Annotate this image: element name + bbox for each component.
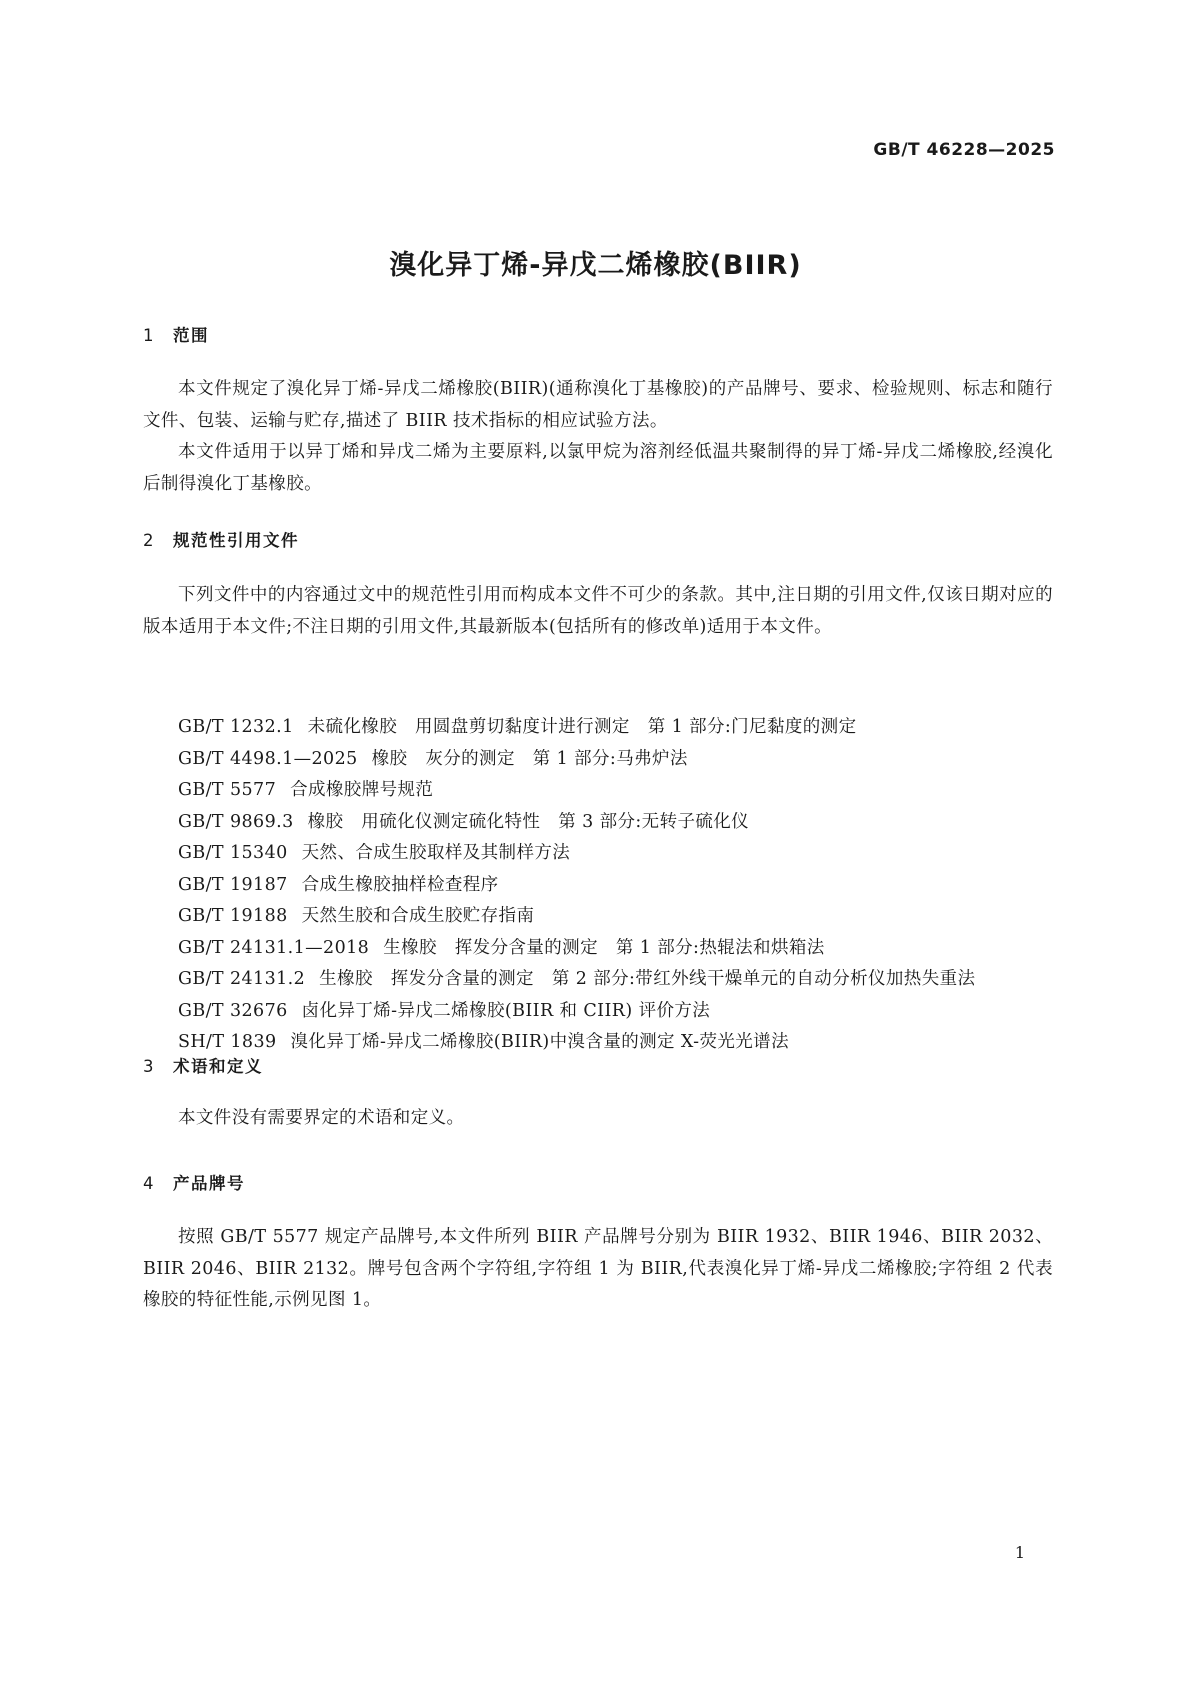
reference-code: GB/T 5577 bbox=[178, 780, 277, 800]
reference-title: 天然生胶和合成生胶贮存指南 bbox=[301, 906, 535, 926]
section-title: 范围 bbox=[173, 326, 209, 345]
section-4-paragraph: 按照 GB/T 5577 规定产品牌号,本文件所列 BIIR 产品牌号分别为 BIIR 1932、BIIR 1946、BIIR 2032、BIIR 2046、BIIR 2132。牌号包含两个字符组,字符组 1 为 BIIR,代表溴化异丁烯-异戊二烯橡胶;字符组 2 代表橡胶的特征性能,示例见图 1。 bbox=[143, 1227, 1053, 1310]
reference-item bbox=[143, 775, 1053, 807]
section-1-paragraph-1: 本文件规定了溴化异丁烯-异戊二烯橡胶(BIIR)(通称溴化丁基橡胶)的产品牌号、要求、检验规则、标志和随行文件、包装、运输与贮存,描述了 BIIR 技术指标的相应试验方法。 bbox=[143, 379, 1053, 431]
reference-title: 橡胶 灰分的测定 第 1 部分:马弗炉法 bbox=[371, 748, 688, 769]
standard-code: GB/T 46228—2025 bbox=[873, 140, 1055, 160]
reference-title: 生橡胶 挥发分含量的测定 第 2 部分:带红外线干燥单元的自动分析仪加热失重法 bbox=[319, 969, 976, 989]
reference-title: 未硫化橡胶 用圆盘剪切黏度计进行测定 第 1 部分:门尼黏度的测定 bbox=[307, 717, 857, 737]
reference-title: 合成橡胶牌号规范 bbox=[290, 780, 434, 800]
section-3-paragraph: 本文件没有需要界定的术语和定义。 bbox=[178, 1108, 465, 1128]
reference-code: GB/T 19188 bbox=[178, 906, 288, 926]
reference-item bbox=[143, 712, 1053, 744]
section-3-heading bbox=[143, 1053, 263, 1077]
reference-code: GB/T 15340 bbox=[178, 843, 288, 863]
reference-item bbox=[143, 933, 1053, 965]
reference-title: 生橡胶 挥发分含量的测定 第 1 部分:热辊法和烘箱法 bbox=[383, 937, 825, 958]
reference-item bbox=[143, 1027, 1053, 1059]
section-number: 4 bbox=[143, 1174, 155, 1193]
reference-code: GB/T 4498.1—2025 bbox=[178, 748, 358, 769]
reference-code: GB/T 19187 bbox=[178, 874, 288, 895]
reference-item bbox=[143, 996, 1053, 1028]
reference-code: GB/T 1232.1 bbox=[178, 717, 294, 737]
reference-title: 天然、合成生胶取样及其制样方法 bbox=[301, 843, 571, 863]
section-1-heading bbox=[143, 322, 209, 346]
normative-reference-list bbox=[143, 712, 1053, 1059]
section-2-heading bbox=[143, 527, 299, 551]
reference-item bbox=[143, 870, 1053, 902]
document-title: 溴化异丁烯-异戊二烯橡胶(BIIR) bbox=[389, 250, 802, 281]
section-1-paragraph-2: 本文件适用于以异丁烯和异戊二烯为主要原料,以氯甲烷为溶剂经低温共聚制得的异丁烯-异戊二烯橡胶,经溴化后制得溴化丁基橡胶。 bbox=[143, 442, 1053, 494]
section-4-heading bbox=[143, 1170, 245, 1194]
reference-item bbox=[143, 744, 1053, 776]
section-number: 2 bbox=[143, 531, 155, 550]
section-number: 3 bbox=[143, 1057, 155, 1076]
reference-title: 橡胶 用硫化仪测定硫化特性 第 3 部分:无转子硫化仪 bbox=[307, 811, 750, 832]
section-title: 产品牌号 bbox=[173, 1174, 245, 1193]
section-title: 规范性引用文件 bbox=[173, 531, 299, 550]
page-number: 1 bbox=[1014, 1543, 1025, 1562]
reference-title: 卤化异丁烯-异戊二烯橡胶(BIIR 和 CIIR) 评价方法 bbox=[301, 1000, 711, 1021]
reference-item bbox=[143, 838, 1053, 870]
reference-title: 溴化异丁烯-异戊二烯橡胶(BIIR)中溴含量的测定 X-荧光光谱法 bbox=[290, 1032, 789, 1052]
reference-item bbox=[143, 807, 1053, 839]
section-title: 术语和定义 bbox=[173, 1057, 263, 1076]
reference-title: 合成生橡胶抽样检查程序 bbox=[301, 874, 499, 895]
reference-code: GB/T 24131.1—2018 bbox=[178, 937, 370, 958]
reference-code: GB/T 32676 bbox=[178, 1000, 288, 1021]
reference-code: SH/T 1839 bbox=[178, 1032, 277, 1052]
reference-item bbox=[143, 964, 1053, 996]
reference-code: GB/T 24131.2 bbox=[178, 969, 306, 989]
reference-code: GB/T 9869.3 bbox=[178, 811, 294, 832]
reference-item bbox=[143, 901, 1053, 933]
section-number: 1 bbox=[143, 326, 155, 345]
section-2-intro: 下列文件中的内容通过文中的规范性引用而构成本文件不可少的条款。其中,注日期的引用文件,仅该日期对应的版本适用于本文件;不注日期的引用文件,其最新版本(包括所有的修改单)适用于本文件。 bbox=[143, 585, 1053, 637]
